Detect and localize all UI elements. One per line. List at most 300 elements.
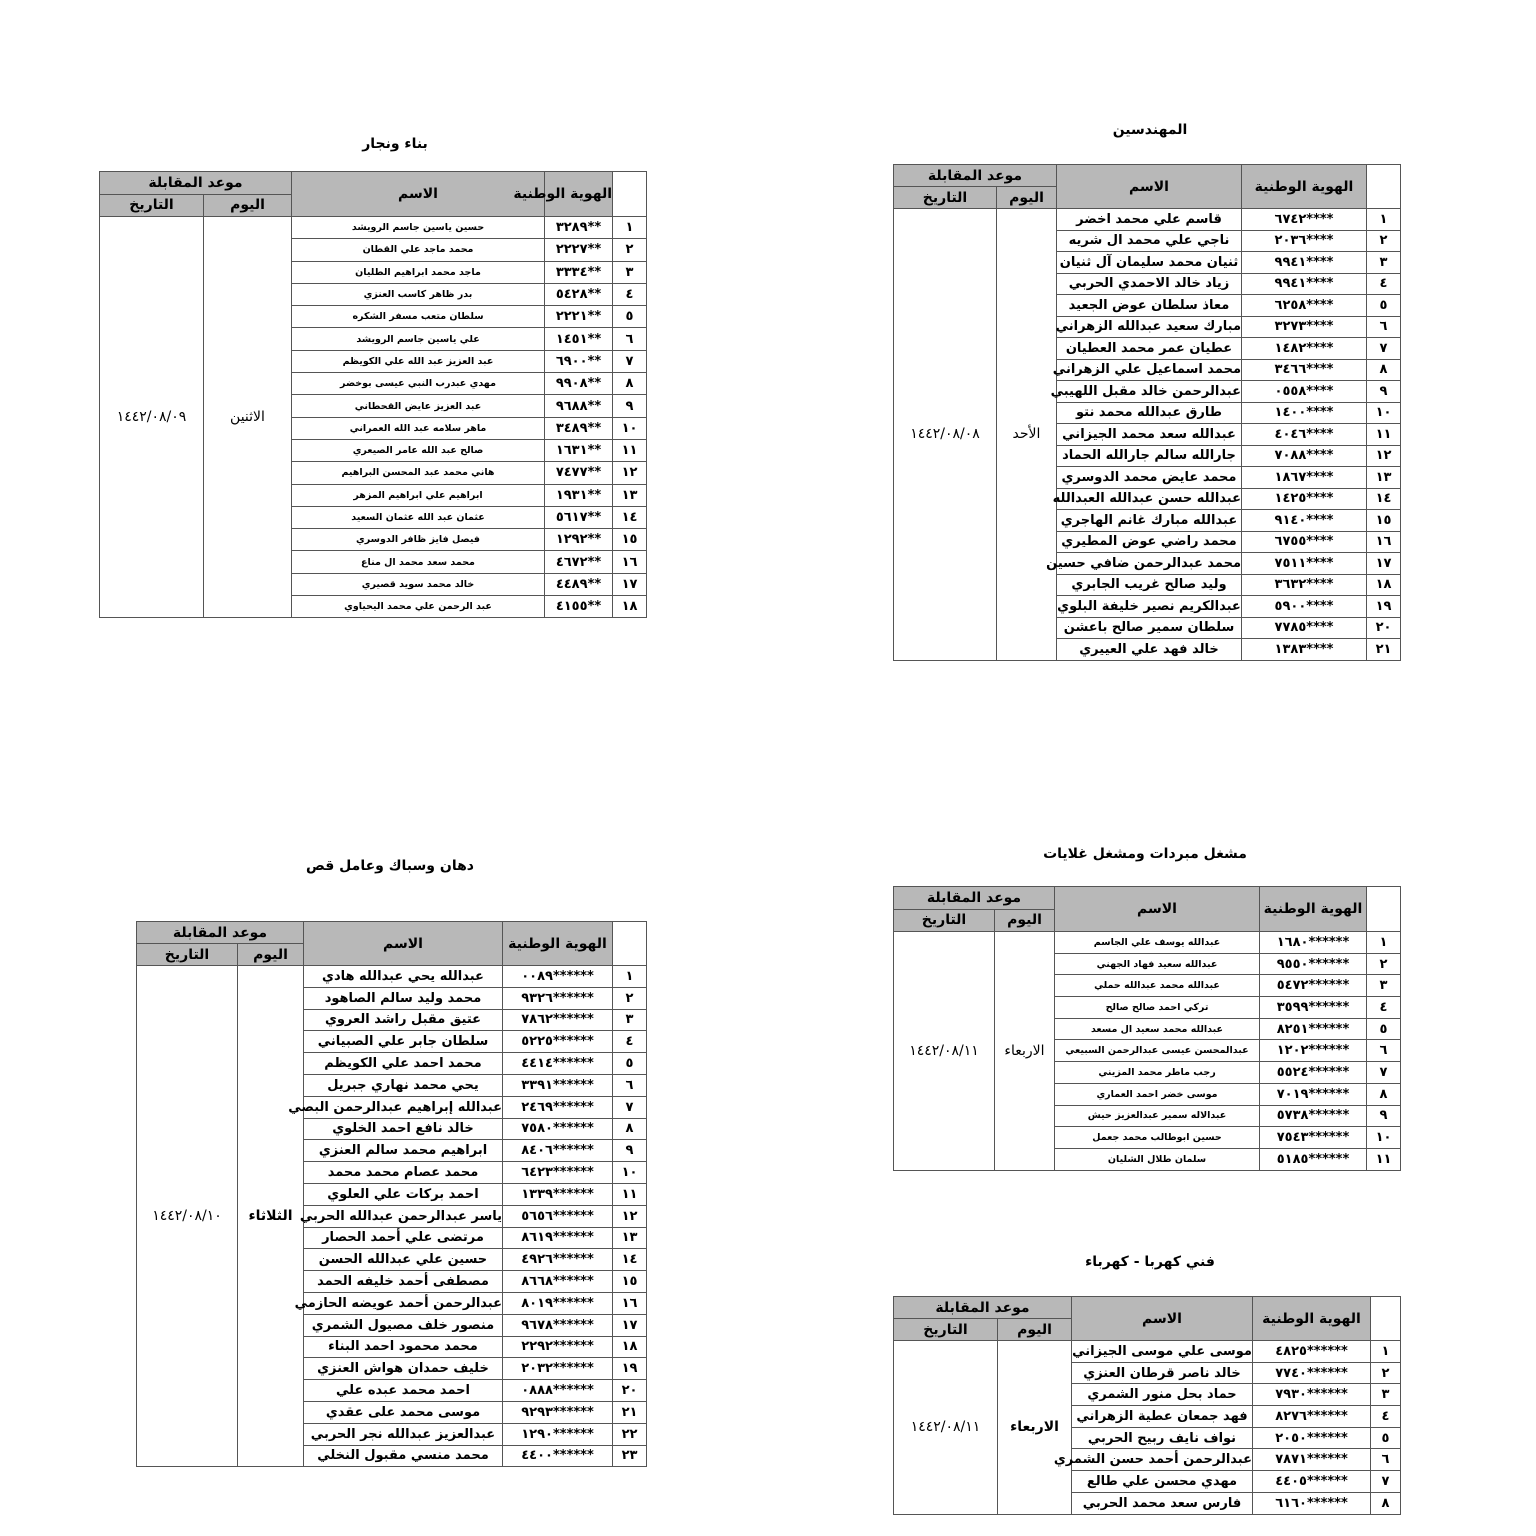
national-id: ******٠٠٨٩	[503, 966, 613, 988]
person-name: زياد خالد الاحمدي الحربي	[1057, 273, 1242, 295]
row-number: ٩	[1367, 381, 1401, 403]
date-header: التاريخ	[894, 1319, 998, 1341]
person-name: عبدالله إبراهيم عبدالرحمن البصي	[304, 1096, 503, 1118]
appointment-header: موعد المقابلة	[894, 1297, 1072, 1319]
row-number: ٢١	[613, 1401, 647, 1423]
person-name: عبدالله يوسف علي الجاسم	[1055, 932, 1260, 954]
day-header: اليوم	[204, 194, 292, 217]
national-id: ******٠٨٨٨	[503, 1380, 613, 1402]
number-header	[613, 172, 647, 217]
row-number: ١	[613, 217, 647, 239]
national-id: ******٢٢٩٢	[503, 1336, 613, 1358]
national-id: **٤١٥٥	[545, 596, 613, 618]
appointment-header: موعد المقابلة	[894, 887, 1055, 910]
national-id: **٥٦١٧	[545, 506, 613, 528]
person-name: منصور خلف مصيول الشمري	[304, 1314, 503, 1336]
row-number: ٢	[1371, 1362, 1401, 1384]
national-id: **١٢٩٢	[545, 529, 613, 551]
header-row	[100, 172, 647, 195]
national-id: ******٧٧٤٠	[1253, 1362, 1371, 1384]
national-id: **١٦٣١	[545, 439, 613, 461]
person-name: عبد العزيز عايض القحطاني	[292, 395, 545, 417]
person-name: علي ياسين جاسم الرويشد	[292, 328, 545, 350]
national-id: **٧٤٧٧	[545, 462, 613, 484]
row-number: ١٢	[1367, 445, 1401, 467]
day-header: اليوم	[995, 909, 1055, 932]
person-name: عبد العزيز عبد الله علي الكويظم	[292, 350, 545, 372]
national-id: ******٨٠١٩	[503, 1292, 613, 1314]
national-id: ******٣٥٩٩	[1260, 997, 1367, 1019]
name-header: الاسم	[1072, 1297, 1253, 1341]
person-name: حسين ياسين جاسم الرويشد	[292, 217, 545, 239]
row-number: ١٩	[613, 1358, 647, 1380]
person-name: بدر ظاهر كاسب العنزي	[292, 283, 545, 305]
header-row	[894, 165, 1401, 187]
national-id: ******١٣٣٩	[503, 1183, 613, 1205]
interview-date: ١٤٤٢/٠٨/١١	[894, 1341, 998, 1515]
person-name: عطيان عمر محمد العطيان	[1057, 338, 1242, 360]
appointment-header: موعد المقابلة	[894, 165, 1057, 187]
interview-date: ١٤٤٢/٠٨/٠٩	[100, 217, 204, 618]
number-header	[1367, 165, 1401, 209]
person-name: خالد فهد علي العييري	[1057, 639, 1242, 661]
interview-date: ١٤٤٢/٠٨/١١	[894, 932, 995, 1171]
row-number: ١٠	[1367, 1127, 1401, 1149]
national-id: ******٩٥٥٠	[1260, 953, 1367, 975]
person-name: عبدالرحمن خالد مقبل اللهيبي	[1057, 381, 1242, 403]
row-number: ١	[1371, 1341, 1401, 1363]
day-header: اليوم	[238, 944, 304, 966]
row-number: ١٠	[613, 1162, 647, 1184]
row-number: ٤	[1367, 997, 1401, 1019]
row-number: ٥	[613, 1053, 647, 1075]
person-name: هاني محمد عبد المحسن البراهيم	[292, 462, 545, 484]
national-id: ******٦١٦٠	[1253, 1492, 1371, 1514]
person-name: مهدي عبدرب النبي عيسى بوخضر	[292, 373, 545, 395]
person-name: عبدالله محمد سعيد ال مسعد	[1055, 1018, 1260, 1040]
coolers-table	[893, 886, 1401, 1171]
national-id: ******٧٥٨٠	[503, 1118, 613, 1140]
national-id: ******٥٥٢٤	[1260, 1062, 1367, 1084]
person-name: محمد عصام محمد محمد	[304, 1162, 503, 1184]
row-number: ٤	[613, 283, 647, 305]
person-name: جارالله سالم جارالله الحماد	[1057, 445, 1242, 467]
person-name: خالد نافع احمد الخلوي	[304, 1118, 503, 1140]
row-number: ١٥	[1367, 510, 1401, 532]
row-number: ١٢	[613, 462, 647, 484]
engineers-table	[893, 164, 1401, 661]
row-number: ٨	[1367, 1083, 1401, 1105]
row-number: ١٧	[1367, 553, 1401, 575]
person-name: عبدالله مبارك غانم الهاجري	[1057, 510, 1242, 532]
name-header: الاسم	[1057, 165, 1242, 209]
person-name: محمد سعد محمد ال مناع	[292, 551, 545, 573]
person-name: عبدالكريم نصير خليفة البلوي	[1057, 596, 1242, 618]
person-name: عبدالاله سمير عبدالعزيز حيش	[1055, 1105, 1260, 1127]
person-name: مصطفى أحمد خليفه الحمد	[304, 1271, 503, 1293]
national-id: **٣٣٣٤	[545, 261, 613, 283]
row-number: ٦	[613, 1074, 647, 1096]
engineers-title: المهندسين	[1112, 122, 1188, 138]
row-number: ١١	[613, 1183, 647, 1205]
national-id: **٩٩٠٨	[545, 373, 613, 395]
person-name: ابراهيم علي ابراهيم المزهر	[292, 484, 545, 506]
national-id: ******٨٦٦٨	[503, 1271, 613, 1293]
national-id: ****٩١٤٠	[1242, 510, 1367, 532]
row-number: ١١	[1367, 424, 1401, 446]
day-header: اليوم	[997, 187, 1057, 209]
person-name: مهدي محسن علي طالع	[1072, 1471, 1253, 1493]
national-id: ****٧٠٨٨	[1242, 445, 1367, 467]
table-row	[100, 217, 647, 239]
interview-date: ١٤٤٢/٠٨/٠٨	[894, 209, 997, 661]
row-number: ١٧	[613, 573, 647, 595]
national-id: ******٢٠٥٠	[1253, 1427, 1371, 1449]
header-row	[894, 1297, 1401, 1319]
national-id: **٤٦٧٢	[545, 551, 613, 573]
person-name: عبدالمحسن عيسى عبدالرحمن السبيعي	[1055, 1040, 1260, 1062]
row-number: ٧	[1371, 1471, 1401, 1493]
person-name: عبدالله يحي عبدالله هادي	[304, 966, 503, 988]
national-id: **١٩٣١	[545, 484, 613, 506]
interview-day: الاثنين	[204, 217, 292, 618]
national-id: ******٢٤٦٩	[503, 1096, 613, 1118]
national-id: ****٦٧٥٥	[1242, 531, 1367, 553]
row-number: ١٨	[1367, 574, 1401, 596]
appointment-header: موعد المقابلة	[137, 922, 304, 944]
row-number: ٢	[1367, 953, 1401, 975]
person-name: سلمان طلال الشليان	[1055, 1148, 1260, 1170]
national-id: ******٧٩٣٠	[1253, 1384, 1371, 1406]
row-number: ٢٠	[613, 1380, 647, 1402]
person-name: موسى محمد على عقدي	[304, 1401, 503, 1423]
person-name: محمد وليد سالم الصاهود	[304, 987, 503, 1009]
national-id: ******٤٤١٤	[503, 1053, 613, 1075]
person-name: سلطان سمير صالح باعشن	[1057, 617, 1242, 639]
coolers-title: مشغل مبردات ومشغل غلايات	[1043, 846, 1247, 862]
national-id: ******٨٢٧٦	[1253, 1406, 1371, 1428]
person-name: عبد الرحمن علي محمد اليحياوي	[292, 596, 545, 618]
row-number: ٦	[1371, 1449, 1401, 1471]
national-id: ****١٤٢٥	[1242, 488, 1367, 510]
row-number: ٨	[1367, 359, 1401, 381]
person-name: خليف حمدان هواش العنزي	[304, 1358, 503, 1380]
table-row	[894, 1341, 1401, 1363]
id-header: الهوية الوطنية	[545, 172, 613, 217]
national-id: ******٨٦١٩	[503, 1227, 613, 1249]
table-row	[137, 966, 647, 988]
row-number: ١٦	[1367, 531, 1401, 553]
person-name: يحي محمد نهاري جبريل	[304, 1074, 503, 1096]
person-name: سلطان متعب مسفر الشكره	[292, 306, 545, 328]
national-id: ******٧٥٤٣	[1260, 1127, 1367, 1149]
person-name: ابراهيم محمد سالم العنزي	[304, 1140, 503, 1162]
national-id: **١٤٥١	[545, 328, 613, 350]
electricians-title: فني كهربا - كهرباء	[1085, 1254, 1215, 1270]
date-header: التاريخ	[100, 194, 204, 217]
row-number: ٨	[613, 1118, 647, 1140]
row-number: ٣	[1367, 975, 1401, 997]
person-name: موسى خضر احمد العماري	[1055, 1083, 1260, 1105]
national-id: **٢٢٢٧	[545, 239, 613, 261]
number-header	[613, 922, 647, 966]
national-id: ****٦٢٥٨	[1242, 295, 1367, 317]
row-number: ٥	[1367, 1018, 1401, 1040]
person-name: ماهر سلامه عبد الله العمراني	[292, 417, 545, 439]
person-name: احمد بركات علي العلوي	[304, 1183, 503, 1205]
row-number: ٧	[613, 1096, 647, 1118]
person-name: ثنيان محمد سليمان آل ثنيان	[1057, 252, 1242, 274]
row-number: ٥	[1371, 1427, 1401, 1449]
interview-day: الاربعاء	[995, 932, 1055, 1171]
person-name: محمد منسي مقبول النخلي	[304, 1445, 503, 1467]
row-number: ١٣	[613, 1227, 647, 1249]
row-number: ٣	[1371, 1384, 1401, 1406]
person-name: محمد محمود احمد البناء	[304, 1336, 503, 1358]
row-number: ١١	[613, 439, 647, 461]
national-id: ******٩٦٧٨	[503, 1314, 613, 1336]
person-name: خالد ناصر قرطان العنزي	[1072, 1362, 1253, 1384]
person-name: ماجد محمد ابراهيم الطليان	[292, 261, 545, 283]
row-number: ١٤	[1367, 488, 1401, 510]
national-id: ******٧٠١٩	[1260, 1083, 1367, 1105]
id-header: الهوية الوطنية	[1260, 887, 1367, 932]
row-number: ١٨	[613, 596, 647, 618]
national-id: ******٦٤٢٣	[503, 1162, 613, 1184]
electricians-table	[893, 1296, 1401, 1515]
row-number: ٣	[613, 261, 647, 283]
person-name: تركي احمد صالح صالح	[1055, 997, 1260, 1019]
national-id: ******٤٨٢٥	[1253, 1341, 1371, 1363]
name-header: الاسم	[292, 172, 545, 217]
row-number: ٢	[613, 987, 647, 1009]
person-name: فيصل فايز ظافر الدوسري	[292, 529, 545, 551]
national-id: ****٩٩٤١	[1242, 273, 1367, 295]
person-name: محمد راضي عوض المطيري	[1057, 531, 1242, 553]
person-name: صالح عبد الله عامر الصيعري	[292, 439, 545, 461]
person-name: احمد محمد عبده علي	[304, 1380, 503, 1402]
national-id: ****٣٦٣٢	[1242, 574, 1367, 596]
painters-table	[136, 921, 647, 1467]
person-name: نواف نايف ربيح الحربي	[1072, 1427, 1253, 1449]
interview-day: الأحد	[997, 209, 1057, 661]
date-header: التاريخ	[137, 944, 238, 966]
row-number: ٦	[1367, 316, 1401, 338]
national-id: ****٧٧٨٥	[1242, 617, 1367, 639]
national-id: ****٢٠٣٦	[1242, 230, 1367, 252]
row-number: ٧	[1367, 338, 1401, 360]
national-id: **٣٤٨٩	[545, 417, 613, 439]
number-header	[1367, 887, 1401, 932]
row-number: ١٨	[613, 1336, 647, 1358]
row-number: ٦	[613, 328, 647, 350]
national-id: ****١٤٠٠	[1242, 402, 1367, 424]
row-number: ٦	[1367, 1040, 1401, 1062]
person-name: سلطان جابر علي الصبياني	[304, 1031, 503, 1053]
date-header: التاريخ	[894, 909, 995, 932]
person-name: رجب ماطر محمد المزيني	[1055, 1062, 1260, 1084]
person-name: عبدالله سعد محمد الجيزاني	[1057, 424, 1242, 446]
national-id: ******٣٣٩١	[503, 1074, 613, 1096]
row-number: ١	[1367, 932, 1401, 954]
row-number: ١٣	[1367, 467, 1401, 489]
row-number: ١٩	[1367, 596, 1401, 618]
row-number: ٨	[1371, 1492, 1401, 1514]
national-id: ******٢٠٣٢	[503, 1358, 613, 1380]
appointment-header: موعد المقابلة	[100, 172, 292, 195]
national-id: ******٧٨٦٢	[503, 1009, 613, 1031]
national-id: ****١٨٦٧	[1242, 467, 1367, 489]
person-name: عبدالله حسن عبدالله العبدالله	[1057, 488, 1242, 510]
national-id: ****٦٧٤٢	[1242, 209, 1367, 231]
national-id: ******٤٤٠٠	[503, 1445, 613, 1467]
national-id: ****٠٥٥٨	[1242, 381, 1367, 403]
person-name: عتيق مقبل راشد العروي	[304, 1009, 503, 1031]
row-number: ١٦	[613, 551, 647, 573]
person-name: محمد اسماعيل علي الزهراني	[1057, 359, 1242, 381]
row-number: ٩	[613, 395, 647, 417]
id-header: الهوية الوطنية	[503, 922, 613, 966]
row-number: ١٢	[613, 1205, 647, 1227]
person-name: طارق عبدالله محمد نتو	[1057, 402, 1242, 424]
national-id: ******٨٤٠٦	[503, 1140, 613, 1162]
row-number: ٤	[1371, 1406, 1401, 1428]
builders-title: بناء ونجار	[362, 136, 428, 152]
row-number: ١٠	[613, 417, 647, 439]
person-name: فهد جمعان عطية الزهراني	[1072, 1406, 1253, 1428]
national-id: ****١٣٨٣	[1242, 639, 1367, 661]
row-number: ٤	[1367, 273, 1401, 295]
national-id: ******٤٤٠٥	[1253, 1471, 1371, 1493]
row-number: ١٦	[613, 1292, 647, 1314]
national-id: ****٤٠٤٦	[1242, 424, 1367, 446]
person-name: حسين علي عبدالله الحسن	[304, 1249, 503, 1271]
national-id: **٦٩٠٠	[545, 350, 613, 372]
national-id: ****٣٤٦٦	[1242, 359, 1367, 381]
interview-day: الاربعاء	[998, 1341, 1072, 1515]
id-header: الهوية الوطنية	[1242, 165, 1367, 209]
row-number: ٢	[1367, 230, 1401, 252]
table-row	[894, 209, 1401, 231]
national-id: ******٥٢٢٥	[503, 1031, 613, 1053]
person-name: عبدالرحمن أحمد عويضه الحازمي	[304, 1292, 503, 1314]
national-id: ******١٢٠٢	[1260, 1040, 1367, 1062]
row-number: ٥	[613, 306, 647, 328]
row-number: ٥	[1367, 295, 1401, 317]
national-id: **٢٢٢١	[545, 306, 613, 328]
row-number: ٢٠	[1367, 617, 1401, 639]
row-number: ٧	[1367, 1062, 1401, 1084]
person-name: مبارك سعيد عبدالله الزهراني	[1057, 316, 1242, 338]
interview-day: الثلاثاء	[238, 966, 304, 1467]
row-number: ٢	[613, 239, 647, 261]
name-header: الاسم	[304, 922, 503, 966]
person-name: خالد محمد سويد قصيري	[292, 573, 545, 595]
header-row	[137, 922, 647, 944]
national-id: **٣٢٨٩	[545, 217, 613, 239]
national-id: ****١٤٨٢	[1242, 338, 1367, 360]
person-name: محمد عبدالرحمن ضافي حسين	[1057, 553, 1242, 575]
person-name: فارس سعد محمد الحربي	[1072, 1492, 1253, 1514]
national-id: ******٨٢٥١	[1260, 1018, 1367, 1040]
national-id: **٥٤٢٨	[545, 283, 613, 305]
person-name: ياسر عبدالرحمن عبدالله الحربي	[304, 1205, 503, 1227]
row-number: ٢١	[1367, 639, 1401, 661]
person-name: حسين ابوطالب محمد جعمل	[1055, 1127, 1260, 1149]
person-name: عبدالله سعيد فهاد الجهني	[1055, 953, 1260, 975]
id-header: الهوية الوطنية	[1253, 1297, 1371, 1341]
row-number: ٣	[1367, 252, 1401, 274]
national-id: ******٩٣٢٦	[503, 987, 613, 1009]
number-header	[1371, 1297, 1401, 1341]
person-name: عبدالرحمن أحمد حسن الشمري	[1072, 1449, 1253, 1471]
row-number: ١٠	[1367, 402, 1401, 424]
person-name: معاذ سلطان عوض الجعيد	[1057, 295, 1242, 317]
row-number: ١٧	[613, 1314, 647, 1336]
day-header: اليوم	[998, 1319, 1072, 1341]
row-number: ٩	[613, 1140, 647, 1162]
national-id: ******٥٧٣٨	[1260, 1105, 1367, 1127]
national-id: ******٥٦٥٦	[503, 1205, 613, 1227]
builders-table	[99, 171, 647, 618]
row-number: ١٣	[613, 484, 647, 506]
person-name: ناجي علي محمد ال شريه	[1057, 230, 1242, 252]
row-number: ١٥	[613, 529, 647, 551]
table-row	[894, 932, 1401, 954]
national-id: ******١٢٩٠	[503, 1423, 613, 1445]
national-id: ******٤٩٢٦	[503, 1249, 613, 1271]
national-id: ******٥٤٧٢	[1260, 975, 1367, 997]
person-name: عثمان عبد الله عثمان السعيد	[292, 506, 545, 528]
row-number: ١٤	[613, 1249, 647, 1271]
person-name: عبدالله محمد عبدالله حملي	[1055, 975, 1260, 997]
person-name: قاسم علي محمد اخضر	[1057, 209, 1242, 231]
painters-title: دهان وسباك وعامل قص	[306, 858, 474, 874]
row-number: ١	[1367, 209, 1401, 231]
national-id: ****٩٩٤١	[1242, 252, 1367, 274]
national-id: ******٩٢٩٣	[503, 1401, 613, 1423]
row-number: ٤	[613, 1031, 647, 1053]
national-id: ******٥١٨٥	[1260, 1148, 1367, 1170]
national-id: ****٧٥١١	[1242, 553, 1367, 575]
national-id: **٤٤٨٩	[545, 573, 613, 595]
row-number: ٧	[613, 350, 647, 372]
row-number: ١٤	[613, 506, 647, 528]
person-name: محمد احمد علي الكويظم	[304, 1053, 503, 1075]
row-number: ٢٣	[613, 1445, 647, 1467]
row-number: ١	[613, 966, 647, 988]
row-number: ٩	[1367, 1105, 1401, 1127]
national-id: **٩٦٨٨	[545, 395, 613, 417]
row-number: ٢٢	[613, 1423, 647, 1445]
header-row	[894, 887, 1401, 910]
row-number: ١٥	[613, 1271, 647, 1293]
national-id: ******٧٨٧١	[1253, 1449, 1371, 1471]
date-header: التاريخ	[894, 187, 997, 209]
national-id: ******١٦٨٠	[1260, 932, 1367, 954]
person-name: محمد ماجد علي القطان	[292, 239, 545, 261]
person-name: موسى علي موسى الجيزاني	[1072, 1341, 1253, 1363]
person-name: محمد عايض محمد الدوسري	[1057, 467, 1242, 489]
person-name: وليد صالح غريب الجابري	[1057, 574, 1242, 596]
interview-date: ١٤٤٢/٠٨/١٠	[137, 966, 238, 1467]
row-number: ٣	[613, 1009, 647, 1031]
name-header: الاسم	[1055, 887, 1260, 932]
person-name: حماد بحل منور الشمري	[1072, 1384, 1253, 1406]
person-name: عبدالعزيز عبدالله نجر الحربي	[304, 1423, 503, 1445]
national-id: ****٥٩٠٠	[1242, 596, 1367, 618]
row-number: ١١	[1367, 1148, 1401, 1170]
